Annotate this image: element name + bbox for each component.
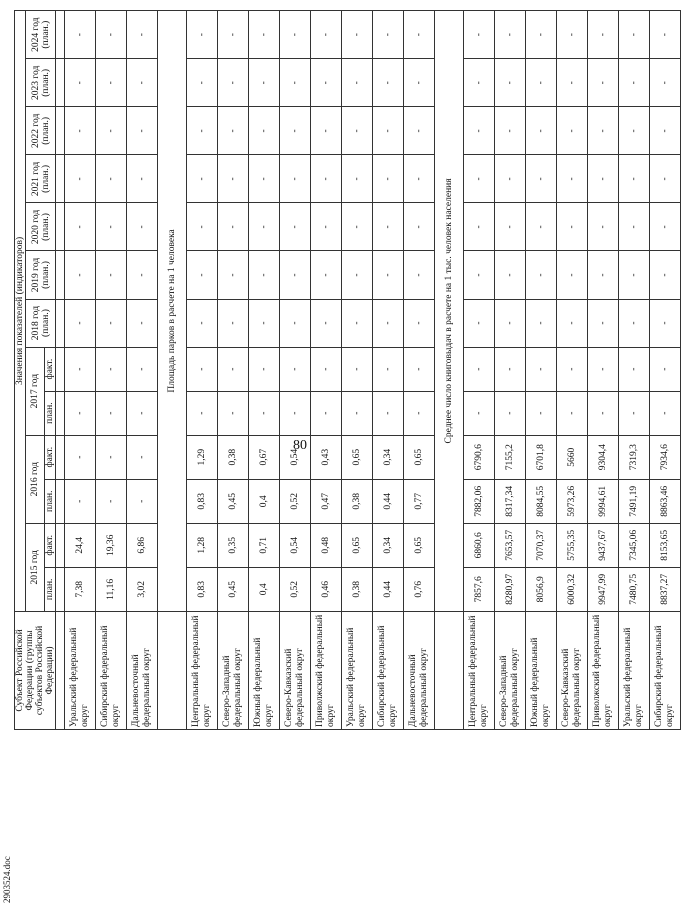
value-cell: 19,36 — [96, 523, 127, 567]
value-cell: - — [557, 59, 588, 107]
year-2016-header: 2016 год — [26, 435, 45, 523]
value-cell: - — [342, 155, 373, 203]
value-cell: - — [280, 11, 311, 59]
value-cell: - — [218, 107, 249, 155]
value-cell: - — [249, 299, 280, 347]
value-cell: - — [619, 59, 650, 107]
value-cell: - — [557, 11, 588, 59]
value-cell: - — [526, 203, 557, 251]
value-cell: - — [650, 107, 681, 155]
value-cell: 0,83 — [187, 479, 218, 523]
value-cell: 8863,46 — [650, 479, 681, 523]
plan-2017-header: план. — [45, 391, 56, 435]
value-cell: - — [404, 299, 435, 347]
district-name: Северо-Кавказский федеральный округ — [280, 611, 311, 729]
value-cell: - — [404, 347, 435, 391]
value-cell: - — [342, 11, 373, 59]
value-cell: - — [96, 391, 127, 435]
value-cell: - — [526, 59, 557, 107]
value-cell: - — [373, 11, 404, 59]
value-cell: - — [218, 11, 249, 59]
value-cell: 0,71 — [249, 523, 280, 567]
page-number: 80 — [293, 438, 307, 453]
value-cell: - — [187, 391, 218, 435]
value-cell: - — [619, 299, 650, 347]
value-cell: - — [495, 155, 526, 203]
table-row — [557, 11, 588, 730]
value-cell: 6000,32 — [557, 567, 588, 611]
district-name: Уральский федеральный округ — [342, 611, 373, 729]
value-cell: - — [187, 299, 218, 347]
value-cell: - — [96, 435, 127, 479]
value-cell: - — [280, 391, 311, 435]
table-row — [650, 11, 681, 730]
section-title: Среднее число книговыдач в расчете на 1 тыс. человек населения — [435, 11, 464, 612]
value-cell: - — [96, 107, 127, 155]
value-cell: - — [464, 59, 495, 107]
table-row — [96, 11, 127, 730]
value-cell: - — [311, 391, 342, 435]
value-cell: - — [218, 251, 249, 299]
value-cell: - — [557, 347, 588, 391]
value-cell: - — [96, 59, 127, 107]
value-cell: - — [557, 391, 588, 435]
value-cell: 0,65 — [404, 435, 435, 479]
value-cell: - — [249, 251, 280, 299]
plan-2016-header: план. — [45, 479, 56, 523]
value-cell: - — [249, 155, 280, 203]
value-cell: - — [311, 251, 342, 299]
value-cell: - — [65, 107, 96, 155]
value-cell: - — [404, 391, 435, 435]
value-cell: 0,4 — [249, 479, 280, 523]
value-cell: - — [526, 391, 557, 435]
value-cell: - — [65, 11, 96, 59]
value-cell: - — [96, 347, 127, 391]
value-cell: - — [342, 203, 373, 251]
value-cell: - — [96, 479, 127, 523]
value-cell: 6790,6 — [464, 435, 495, 479]
year-2024-header: 2024 год (план.) — [26, 11, 56, 59]
value-cell: - — [311, 155, 342, 203]
value-cell: 6701,8 — [526, 435, 557, 479]
value-cell: 0,44 — [373, 567, 404, 611]
value-cell: - — [127, 251, 158, 299]
value-cell: - — [404, 155, 435, 203]
value-cell: 7653,57 — [495, 523, 526, 567]
value-cell: - — [187, 203, 218, 251]
value-cell: - — [495, 203, 526, 251]
value-cell: - — [311, 299, 342, 347]
district-name: Центральный федеральный округ — [464, 611, 495, 729]
value-cell: 0,4 — [249, 567, 280, 611]
value-cell: - — [342, 59, 373, 107]
value-cell: 8317,34 — [495, 479, 526, 523]
value-cell: - — [342, 391, 373, 435]
value-cell: - — [311, 347, 342, 391]
value-cell: - — [404, 59, 435, 107]
value-cell: - — [588, 11, 619, 59]
table-row — [373, 11, 404, 730]
district-name: Южный федеральный округ — [526, 611, 557, 729]
value-cell: - — [404, 11, 435, 59]
value-cell: - — [187, 11, 218, 59]
document-code: 2903524.doc — [2, 856, 12, 903]
value-cell: - — [280, 155, 311, 203]
value-cell: 5973,26 — [557, 479, 588, 523]
value-cell: 0,38 — [342, 479, 373, 523]
value-cell: 0,65 — [342, 435, 373, 479]
value-cell: 0,52 — [280, 567, 311, 611]
value-cell: - — [650, 203, 681, 251]
value-cell: 7345,06 — [619, 523, 650, 567]
value-cell: - — [373, 155, 404, 203]
value-cell: - — [526, 347, 557, 391]
value-cell: - — [187, 155, 218, 203]
value-cell: - — [249, 11, 280, 59]
value-cell: - — [280, 347, 311, 391]
value-cell: 7934,6 — [650, 435, 681, 479]
value-cell: - — [96, 299, 127, 347]
value-cell: 0,67 — [249, 435, 280, 479]
value-cell: - — [311, 11, 342, 59]
value-cell: - — [187, 59, 218, 107]
value-cell: - — [96, 155, 127, 203]
value-cell: 7491,19 — [619, 479, 650, 523]
plan-2015-header: план. — [45, 567, 56, 611]
value-cell: 8153,65 — [650, 523, 681, 567]
value-cell: 0,65 — [342, 523, 373, 567]
table-row — [127, 11, 158, 730]
year-2022-header: 2022 год (план.) — [26, 107, 56, 155]
value-cell: - — [249, 391, 280, 435]
indicators-header: Значения показателей (индикаторов) — [15, 11, 26, 612]
value-cell: - — [464, 299, 495, 347]
value-cell: - — [373, 251, 404, 299]
value-cell: 1,29 — [187, 435, 218, 479]
table-row — [404, 11, 435, 730]
value-cell: - — [650, 391, 681, 435]
value-cell: - — [280, 203, 311, 251]
year-2023-header: 2023 год (план.) — [26, 59, 56, 107]
section-title: Площадь парков в расчете на 1 человека — [158, 11, 187, 612]
value-cell: - — [311, 107, 342, 155]
value-cell: - — [495, 391, 526, 435]
value-cell: - — [464, 251, 495, 299]
value-cell: - — [280, 299, 311, 347]
value-cell: - — [311, 59, 342, 107]
value-cell: - — [588, 203, 619, 251]
district-name: Дальневосточный федеральный округ — [127, 611, 158, 729]
value-cell: - — [404, 107, 435, 155]
value-cell: - — [650, 11, 681, 59]
value-cell: - — [249, 203, 280, 251]
value-cell: - — [65, 391, 96, 435]
value-cell: - — [342, 299, 373, 347]
value-cell: - — [342, 347, 373, 391]
value-cell: - — [464, 107, 495, 155]
value-cell: - — [127, 347, 158, 391]
year-2015-header: 2015 год — [26, 523, 45, 611]
value-cell: - — [96, 251, 127, 299]
value-cell: - — [373, 299, 404, 347]
value-cell: - — [588, 155, 619, 203]
value-cell: - — [588, 347, 619, 391]
value-cell: - — [65, 347, 96, 391]
value-cell: - — [588, 251, 619, 299]
value-cell: - — [65, 479, 96, 523]
district-name: Дальневосточный федеральный округ — [404, 611, 435, 729]
value-cell: - — [187, 251, 218, 299]
value-cell: - — [218, 59, 249, 107]
year-2020-header: 2020 год (план.) — [26, 203, 56, 251]
table-row — [187, 11, 218, 730]
value-cell: - — [526, 107, 557, 155]
value-cell: 0,65 — [404, 523, 435, 567]
value-cell: - — [526, 299, 557, 347]
value-cell: - — [373, 59, 404, 107]
value-cell: - — [557, 155, 588, 203]
value-cell: - — [650, 59, 681, 107]
value-cell: 8056,9 — [526, 567, 557, 611]
value-cell: - — [127, 391, 158, 435]
value-cell: 7155,2 — [495, 435, 526, 479]
value-cell: 0,54 — [280, 435, 311, 479]
value-cell: - — [404, 203, 435, 251]
year-2019-header: 2019 год (план.) — [26, 251, 56, 299]
district-name: Центральный федеральный округ — [187, 611, 218, 729]
value-cell: 3,02 — [127, 567, 158, 611]
fact-2017-header: факт. — [45, 347, 56, 391]
value-cell: - — [619, 107, 650, 155]
value-cell: - — [650, 251, 681, 299]
value-cell: - — [650, 299, 681, 347]
value-cell: - — [65, 59, 96, 107]
value-cell: 24,4 — [65, 523, 96, 567]
value-cell: - — [127, 107, 158, 155]
fact-2015-header: факт. — [45, 523, 56, 567]
value-cell: - — [218, 391, 249, 435]
value-cell: - — [373, 203, 404, 251]
table-row — [249, 11, 280, 730]
value-cell: - — [127, 59, 158, 107]
year-2021-header: 2021 год (план.) — [26, 155, 56, 203]
value-cell: - — [65, 435, 96, 479]
value-cell: - — [619, 203, 650, 251]
value-cell: - — [280, 251, 311, 299]
value-cell: - — [495, 11, 526, 59]
value-cell: - — [127, 479, 158, 523]
value-cell: - — [557, 203, 588, 251]
value-cell: - — [311, 203, 342, 251]
value-cell: - — [526, 155, 557, 203]
value-cell: 7480,75 — [619, 567, 650, 611]
value-cell: - — [526, 11, 557, 59]
value-cell: - — [187, 107, 218, 155]
value-cell: - — [127, 155, 158, 203]
value-cell: 9437,67 — [588, 523, 619, 567]
value-cell: 0,34 — [373, 523, 404, 567]
value-cell: - — [404, 251, 435, 299]
value-cell: 7882,06 — [464, 479, 495, 523]
value-cell: - — [218, 155, 249, 203]
subject-header: Субъект Российской Федерации (группы субъектов Российской Федерации) — [15, 611, 56, 729]
table-row — [342, 11, 373, 730]
value-cell: 6860,6 — [464, 523, 495, 567]
value-cell: - — [127, 203, 158, 251]
value-cell: - — [619, 251, 650, 299]
value-cell: - — [464, 391, 495, 435]
table-row — [311, 11, 342, 730]
value-cell: 0,38 — [218, 435, 249, 479]
value-cell: - — [218, 203, 249, 251]
value-cell: - — [526, 251, 557, 299]
table-row — [464, 11, 495, 730]
year-2017-header: 2017 год — [26, 347, 45, 435]
value-cell: - — [557, 251, 588, 299]
value-cell: 0,38 — [342, 567, 373, 611]
value-cell: 9947,99 — [588, 567, 619, 611]
table-row — [218, 11, 249, 730]
value-cell: 9994,61 — [588, 479, 619, 523]
value-cell: - — [373, 347, 404, 391]
value-cell: - — [373, 391, 404, 435]
value-cell: - — [588, 107, 619, 155]
value-cell: - — [650, 347, 681, 391]
value-cell: - — [218, 347, 249, 391]
value-cell: 7,38 — [65, 567, 96, 611]
value-cell: - — [619, 347, 650, 391]
value-cell: - — [619, 11, 650, 59]
value-cell: - — [65, 203, 96, 251]
value-cell: - — [127, 299, 158, 347]
value-cell: - — [127, 435, 158, 479]
district-name: Сибирский федеральный округ — [650, 611, 681, 729]
value-cell: - — [557, 299, 588, 347]
value-cell: 9304,4 — [588, 435, 619, 479]
value-cell: - — [342, 251, 373, 299]
value-cell: - — [650, 155, 681, 203]
value-cell: 5660 — [557, 435, 588, 479]
value-cell: 6,86 — [127, 523, 158, 567]
value-cell: - — [588, 299, 619, 347]
value-cell: - — [495, 251, 526, 299]
value-cell: - — [557, 107, 588, 155]
fact-2016-header: факт. — [45, 435, 56, 479]
value-cell: 0,76 — [404, 567, 435, 611]
value-cell: - — [464, 155, 495, 203]
value-cell: 0,83 — [187, 567, 218, 611]
value-cell: 0,35 — [218, 523, 249, 567]
value-cell: 0,48 — [311, 523, 342, 567]
value-cell: - — [280, 107, 311, 155]
value-cell: 7319,3 — [619, 435, 650, 479]
value-cell: 8084,55 — [526, 479, 557, 523]
value-cell: 0,44 — [373, 479, 404, 523]
value-cell: 0,34 — [373, 435, 404, 479]
district-name: Уральский федеральный округ — [619, 611, 650, 729]
value-cell: 0,45 — [218, 567, 249, 611]
district-name: Северо-Западный федеральный округ — [218, 611, 249, 729]
value-cell: 0,52 — [280, 479, 311, 523]
value-cell: - — [96, 11, 127, 59]
value-cell: - — [280, 59, 311, 107]
value-cell: - — [342, 107, 373, 155]
value-cell: - — [464, 203, 495, 251]
table-row — [280, 11, 311, 730]
table-row — [495, 11, 526, 730]
value-cell: 0,43 — [311, 435, 342, 479]
value-cell: - — [495, 299, 526, 347]
value-cell: - — [619, 391, 650, 435]
value-cell: 0,45 — [218, 479, 249, 523]
value-cell: 7857,6 — [464, 567, 495, 611]
district-name: Сибирский федеральный округ — [96, 611, 127, 729]
value-cell: 7070,37 — [526, 523, 557, 567]
value-cell: - — [249, 347, 280, 391]
value-cell: 0,47 — [311, 479, 342, 523]
value-cell: 0,46 — [311, 567, 342, 611]
table-row — [588, 11, 619, 730]
value-cell: 1,28 — [187, 523, 218, 567]
value-cell: - — [65, 251, 96, 299]
value-cell: - — [495, 107, 526, 155]
district-name: Северо-Западный федеральный округ — [495, 611, 526, 729]
value-cell: - — [65, 155, 96, 203]
district-name: Уральский федеральный округ — [65, 611, 96, 729]
value-cell: 8280,97 — [495, 567, 526, 611]
value-cell: - — [218, 299, 249, 347]
value-cell: - — [495, 59, 526, 107]
district-name: Сибирский федеральный округ — [373, 611, 404, 729]
value-cell: - — [588, 391, 619, 435]
value-cell: 5755,35 — [557, 523, 588, 567]
value-cell: 11,16 — [96, 567, 127, 611]
district-name: Приволжский федеральный округ — [311, 611, 342, 729]
value-cell: - — [464, 347, 495, 391]
year-2018-header: 2018 год (план.) — [26, 299, 56, 347]
indicators-table — [14, 10, 681, 730]
value-cell: - — [249, 59, 280, 107]
value-cell: - — [495, 347, 526, 391]
district-name: Северо-Кавказский федеральный округ — [557, 611, 588, 729]
value-cell: 0,77 — [404, 479, 435, 523]
table-row — [526, 11, 557, 730]
table-row — [65, 11, 96, 730]
value-cell: 8837,27 — [650, 567, 681, 611]
district-name: Южный федеральный округ — [249, 611, 280, 729]
value-cell: - — [127, 11, 158, 59]
value-cell: - — [65, 299, 96, 347]
value-cell: - — [96, 203, 127, 251]
value-cell: - — [373, 107, 404, 155]
value-cell: - — [187, 347, 218, 391]
value-cell: - — [619, 155, 650, 203]
value-cell: - — [249, 107, 280, 155]
value-cell: 0,54 — [280, 523, 311, 567]
district-name: Приволжский федеральный округ — [588, 611, 619, 729]
value-cell: - — [588, 59, 619, 107]
table-row — [619, 11, 650, 730]
value-cell: - — [464, 11, 495, 59]
table-body — [56, 11, 681, 730]
